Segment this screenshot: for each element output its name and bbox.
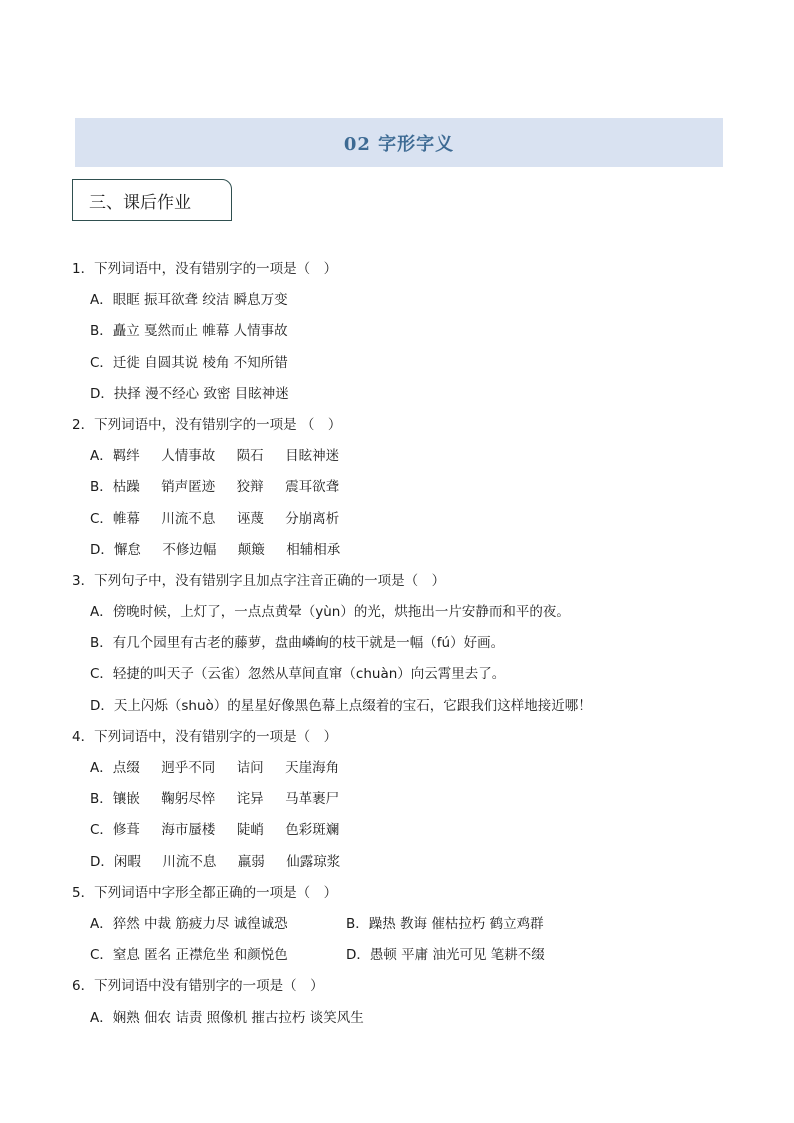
q3-option-c: C．轻捷的叫天子（云雀）忽然从草间直窜（chuàn）向云霄里去了。	[90, 666, 506, 683]
q1-option-d: D．抉择 漫不经心 致密 目眩神迷	[90, 385, 289, 402]
q2-option-d: D．懈怠 不修边幅 颠簸 相辅相承	[90, 541, 341, 558]
title-banner	[75, 118, 723, 167]
q2-stem: 2．下列词语中，没有错别字的一项是 （ ）	[72, 416, 342, 433]
q3-option-b: B．有几个园里有古老的藤萝，盘曲嶙峋的枝干就是一幅（fú）好画。	[90, 635, 505, 652]
q4-option-d: D．闲暇 川流不息 羸弱 仙露琼浆	[90, 853, 341, 870]
q6-stem: 6．下列词语中没有错别字的一项是（ ）	[72, 978, 324, 995]
q1-option-b: B．矗立 戛然而止 帷幕 人情事故	[90, 323, 288, 340]
q5-option-b: B．躁热 教诲 催枯拉朽 鹤立鸡群	[346, 915, 544, 932]
q2-option-a: A．羁绊 人情事故 陨石 目眩神迷	[90, 448, 340, 465]
question-list	[72, 254, 732, 1034]
q2-option-b: B．枯躁 销声匿迹 狡辩 震耳欲聋	[90, 479, 340, 496]
q5-option-c: C．窒息 匿名 正襟危坐 和颜悦色	[90, 947, 288, 964]
q2-option-c: C．帷幕 川流不息 诬蔑 分崩离析	[90, 510, 340, 527]
q4-option-c: C．修葺 海市蜃楼 陡峭 色彩斑斓	[90, 822, 340, 839]
q4-option-a: A．点缀 迥乎不同 诘问 天崖海角	[90, 760, 340, 776]
section-header	[72, 179, 232, 221]
q1-stem: 1．下列词语中，没有错别字的一项是（ ）	[72, 261, 338, 277]
q1-option-a: A．眼眶 振耳欲聋 绞洁 瞬息万变	[90, 292, 288, 309]
q5-option-a: A．猝然 中裁 筋疲力尽 诚徨诚恐	[90, 915, 288, 932]
q3-option-a: A．傍晚时候，上灯了，一点点黄晕（yùn）的光，烘拖出一片安静而和平的夜。	[90, 604, 570, 621]
q5-options-row-1	[72, 909, 732, 940]
q6-option-a: A．娴熟 佃农 诘责 照像机 摧古拉朽 谈笑风生	[90, 1009, 364, 1026]
q4-option-b: B．镶嵌 鞠躬尽悴 诧异 马革裹尸	[90, 791, 340, 808]
q5-stem: 5．下列词语中字形全都正确的一项是（ ）	[72, 884, 338, 901]
section-title: 三、课后作业	[89, 192, 191, 213]
page-title: 02 字形字义	[343, 133, 455, 155]
q5-option-d: D．愚顿 平庸 油光可见 笔耕不缀	[346, 947, 545, 964]
q1-option-c: C．迁徙 自圆其说 棱角 不知所错	[90, 354, 288, 371]
q5-options-row-2	[72, 940, 732, 971]
q3-option-d: D．天上闪烁（shuò）的星星好像黑色幕上点缀着的宝石，它跟我们这样地接近哪！	[90, 697, 592, 714]
q3-stem: 3．下列句子中，没有错别字且加点字注音正确的一项是（ ）	[72, 572, 446, 589]
q4-stem: 4．下列词语中，没有错别字的一项是（ ）	[72, 728, 338, 745]
